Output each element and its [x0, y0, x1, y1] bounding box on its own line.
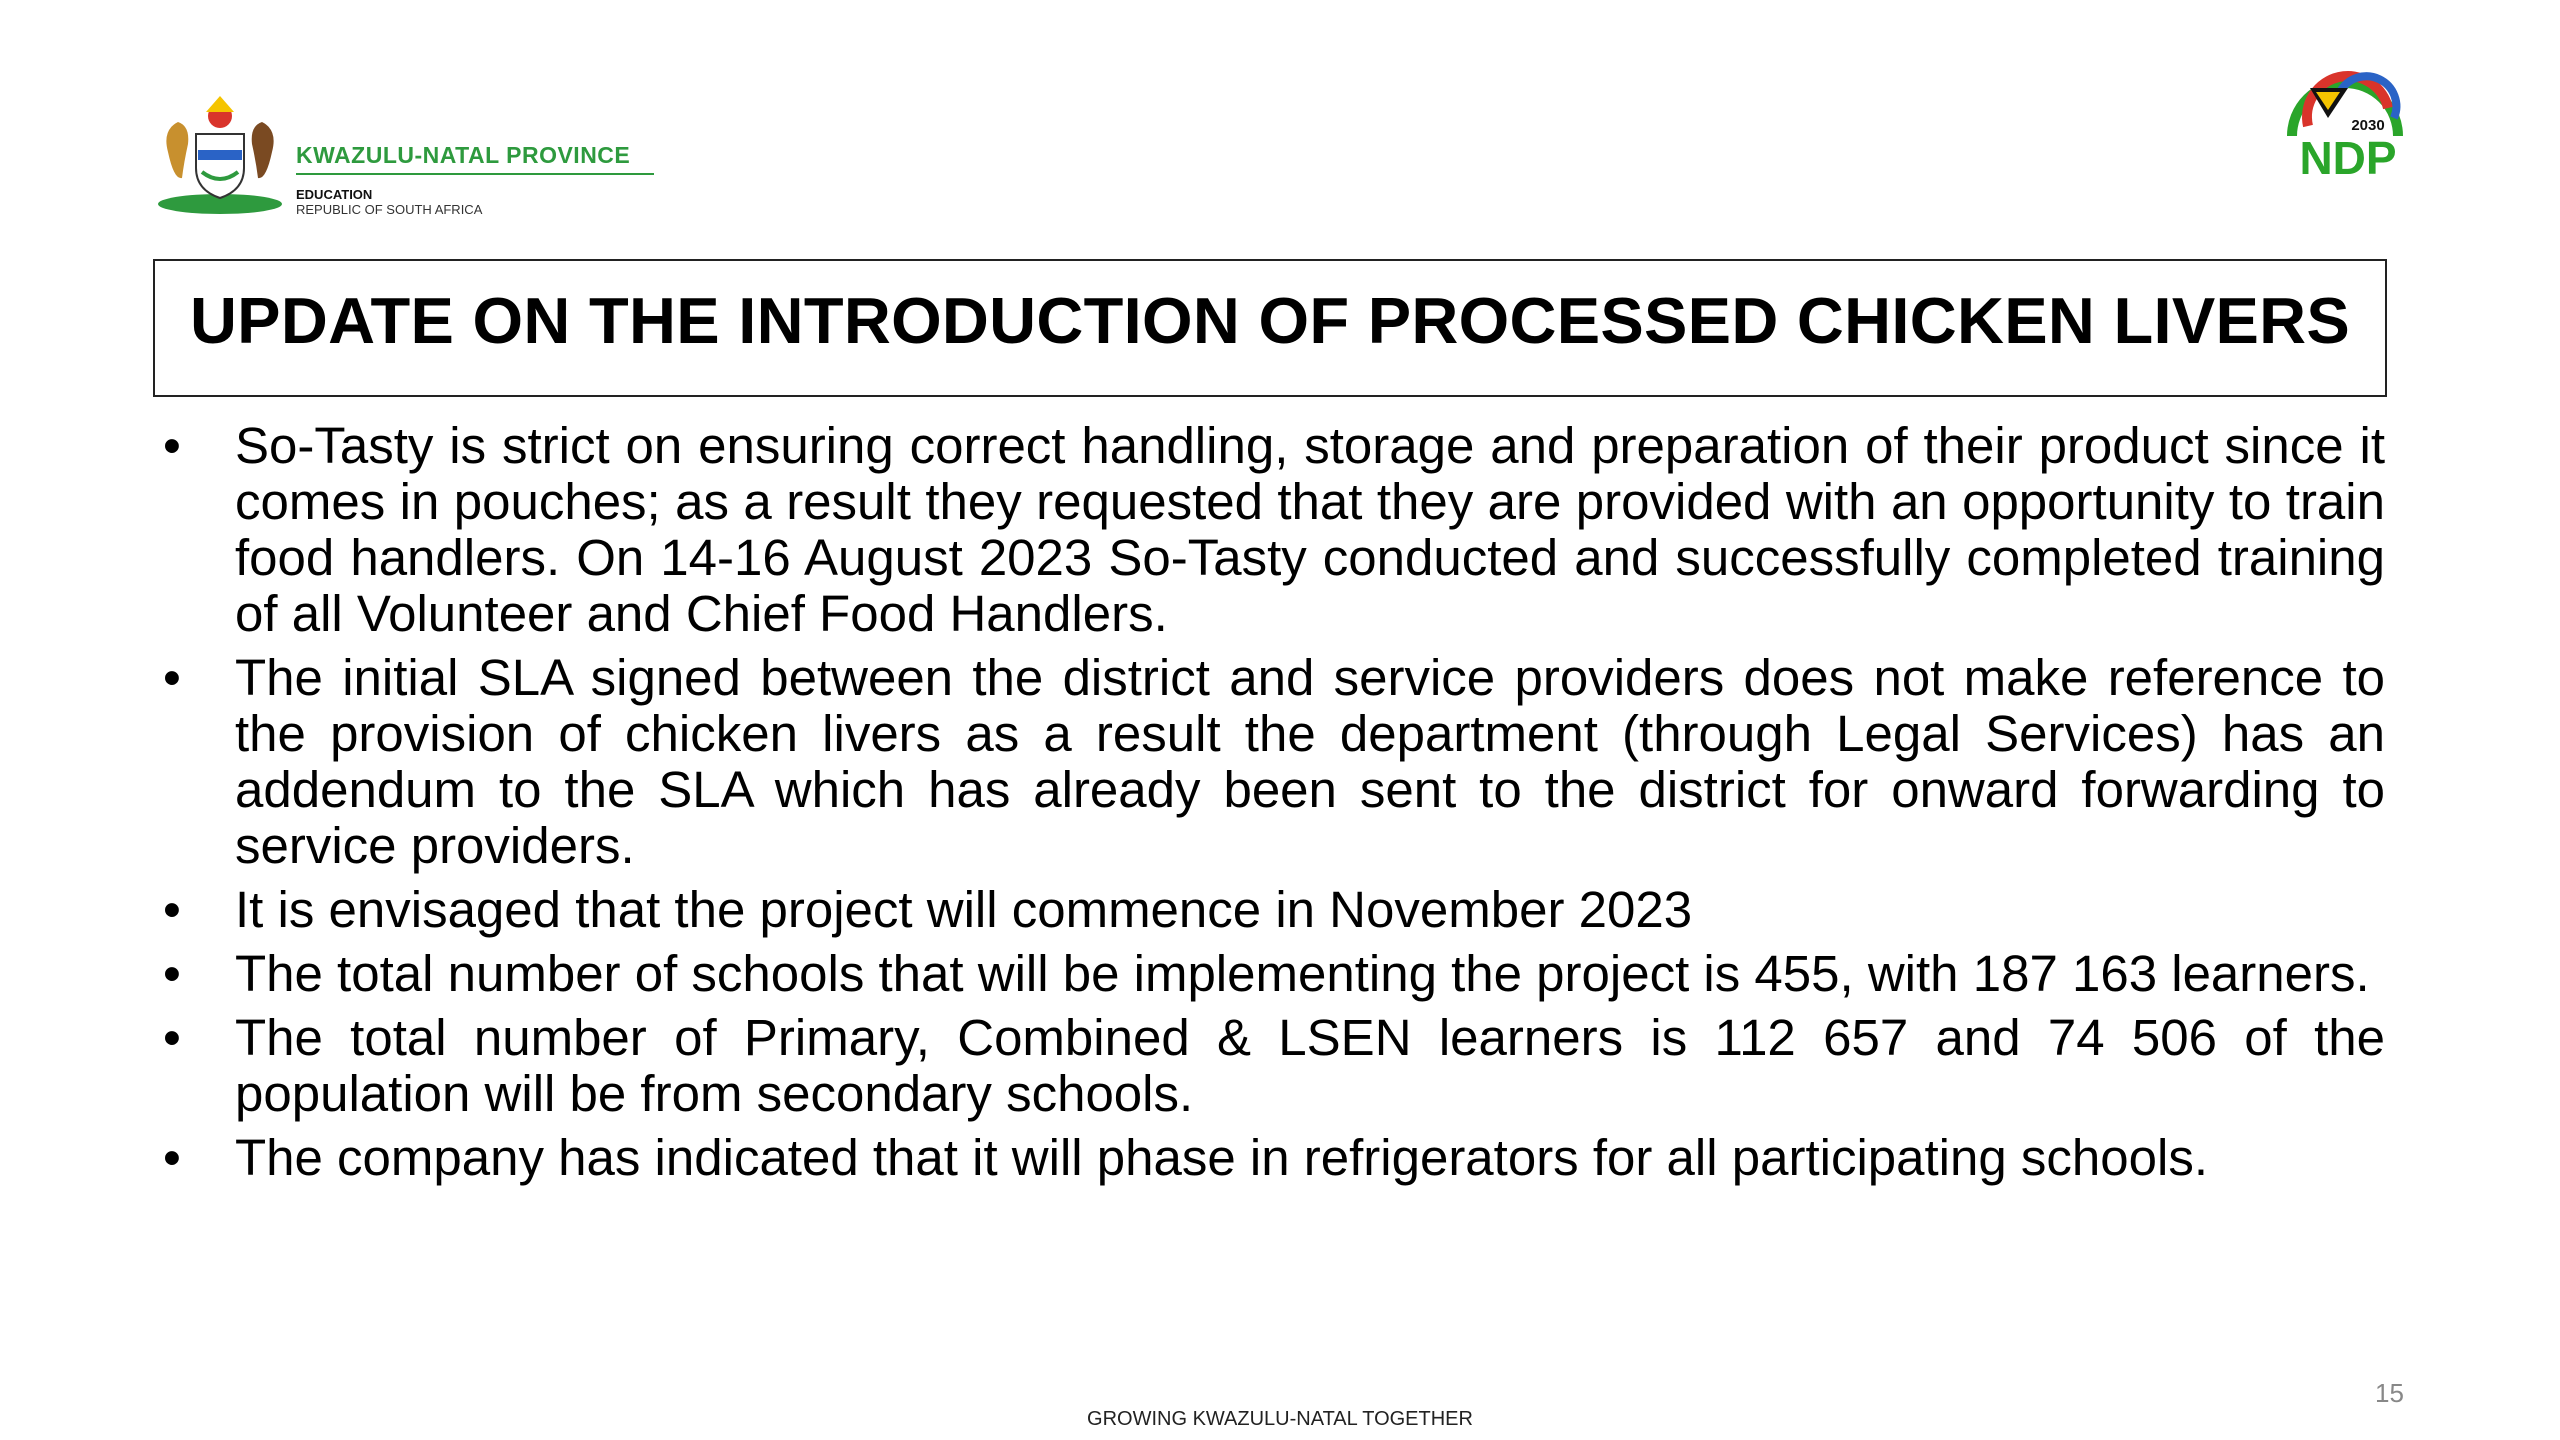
bullet-item: • The initial SLA signed between the district and service providers does not make reference to the provision of chicken livers as a result the department (through Legal Services) has an addendum to the SLA which has already been sent to the district for onward forwarding to service providers. — [153, 650, 2385, 874]
page-number: 15 — [2375, 1378, 2404, 1408]
bullet-item: • The total number of schools that will be implementing the project is 455, with 187 163 learners. — [153, 946, 2385, 1002]
ndp-2030-logo — [2270, 56, 2420, 186]
ndp-year: 2030 — [2351, 117, 2385, 134]
bullet-item: • It is envisaged that the project will commence in November 2023 — [153, 882, 2385, 938]
country-label: REPUBLIC OF SOUTH AFRICA — [296, 202, 483, 217]
organization-block — [296, 142, 654, 217]
title-box — [153, 259, 2387, 397]
ndp-label: NDP — [2299, 132, 2397, 184]
org-divider — [296, 173, 654, 175]
bullet-item: • The total number of Primary, Combined & LSEN learners is 112 657 and 74 506 of the population will be from secondary schools. — [153, 1010, 2385, 1122]
bullet-item: • So-Tasty is strict on ensuring correct handling, storage and preparation of their product since it comes in pouches; as a result they requested that they are provided with an opportunity to train food handlers. On 14-16 August 2023 So-Tasty conducted and successfully completed training of all Volunteer and Chief Food Handlers. — [153, 418, 2385, 642]
bullet-list — [153, 418, 2385, 1194]
footer-tagline: GROWING KWAZULU-NATAL TOGETHER — [1087, 1408, 1473, 1430]
slide-title: UPDATE ON THE INTRODUCTION OF PROCESSED CHICKEN LIVERS — [189, 284, 2351, 357]
kzn-crest-logo — [150, 92, 290, 222]
department-label: EDUCATION — [296, 187, 373, 202]
org-name: KWAZULU-NATAL PROVINCE — [296, 142, 631, 168]
bullet-item: • The company has indicated that it will phase in refrigerators for all participating schools. — [153, 1130, 2385, 1186]
